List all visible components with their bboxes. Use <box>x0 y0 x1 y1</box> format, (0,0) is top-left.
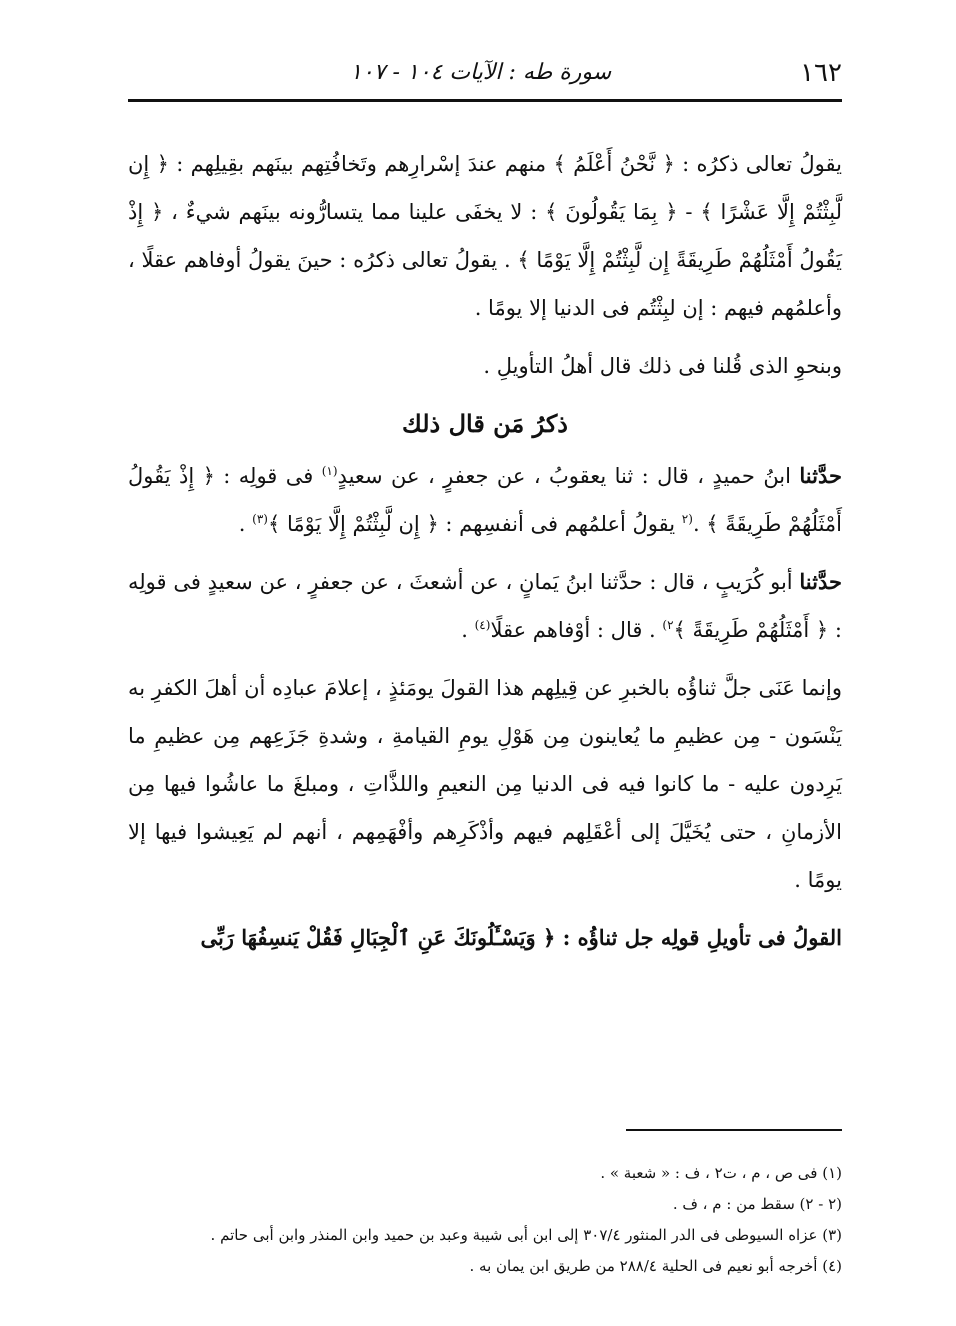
footnote-ref: (٢ <box>681 512 693 526</box>
paragraph-closing-heading: القولُ فى تأويلِ قولِه جل ثناؤُه : ﴿ وَيَسْـَٔلُونَكَ عَنِ ٱلْجِبَالِ فَقُلْ يَنسِفُهَا رَبِّى <box>200 925 842 950</box>
page-number: ١٦٢ <box>800 58 842 88</box>
footnote-1: (١) فى ص ، م ، ت٢ ، ف : « شعبة » . <box>600 1164 842 1182</box>
footnotes <box>128 1158 842 1282</box>
footnote-ref: (١) <box>321 464 338 478</box>
narration-lead: حدَّثنا <box>799 463 842 488</box>
narration-2 <box>128 558 842 654</box>
footnote-ref: (٣) <box>252 512 268 526</box>
narration-lead: حدَّثنا <box>799 569 842 594</box>
main-text <box>128 140 842 962</box>
narration-text: . قال : أوْفاهم عقلًا <box>490 618 663 642</box>
footnote-ref: (٤) <box>474 618 491 632</box>
paragraph-interpreters-note: وبنحوِ الذى قُلنا فى ذلك قال أهلُ التأويلِ . <box>483 354 842 378</box>
section-heading: ذكرُ مَن قال ذلك <box>402 409 568 438</box>
book-page <box>128 44 842 1284</box>
narration-text: يقولُ أعلمُهم فى أنفسِهم : ﴿ إِن لَّبِثْتُمْ إِلَّا يَوْمًا ﴾ <box>267 512 682 536</box>
footnote-4: (٤) أخرجه أبو نعيم فى الحلية ٢٨٨/٤ من طريق ابن يمان به . <box>469 1257 842 1275</box>
narration-1 <box>128 452 842 548</box>
narration-text: . <box>238 512 253 536</box>
paragraph-commentary-intro: يقولُ تعالى ذكرُه : ﴿ نَّحْنُ أَعْلَمُ ﴾ منهم عندَ إسْرارِهم وتَخافُتِهم بينَهم بقِيلِهم : ﴿ إِن لَّبِثْتُمْ إِلَّا عَشْرًا ﴾ - ﴿ بِمَا يَقُولُونَ ﴾ : لا يخفَى علينا مما يتسارُّونه بينَهم شيءٌ ، ﴿ إِذْ يَقُولُ أَمْثَلُهُمْ طَرِيقَةً إِن لَّبِثْتُمْ إِلَّا يَوْمًا ﴾ . يقولُ تعالى ذكرُه : حينَ يقولُ أوفاهم عقلًا ، وأعلمُهم فيهم : إن لبِثْتُم فى الدنيا إلا يومًا . <box>128 152 842 320</box>
footnote-2: (٢ - ٢) سقط من : م ، ف . <box>672 1195 842 1213</box>
page-header <box>128 54 842 94</box>
narration-text: . <box>461 618 475 642</box>
paragraph-commentary: وإنما عَنَى جلَّ ثناؤُه بالخبرِ عن قِيلِهم هذا القولَ يومَئذٍ ، إعلامَ عبادِه أن أهلَ الكفرِ به يَنْسَون - مِن عظيمِ ما يُعاينون مِن هَوْلِ يومِ القيامةِ ، وشدةِ جَزَعِهم مِن عظيمِ ما يَرِدون عليه - ما كانوا فيه فى الدنيا مِن النعيمِ واللذَّاتِ ، ومبلغَ ما عاشُوا فيها مِن الأزمانِ ، حتى يُخَيَّلَ إلى أعْقَلِهم فيهم وأذْكَرِهم وأفْهَمِهم ، أنهم لم يَعِيشوا فيها إلا يومًا . <box>128 676 842 892</box>
footnote-ref: ٢) <box>662 618 674 632</box>
running-title: سورة طه : الآيات ١٠٤ - ١٠٧ <box>350 60 612 85</box>
narration-text: أبو كُرَيبٍ ، قال : حدَّثنا ابنُ يَمانٍ ، عن أشعثَ ، عن جعفرٍ ، عن سعيدٍ فى قولِه : ﴿ أَمْثَلُهُمْ طَرِيقَةً ﴾ <box>128 570 842 642</box>
footnote-divider <box>626 1129 842 1131</box>
narration-text: فى قولِه : ﴿ إِذْ يَقُولُ أَمْثَلُهُمْ طَرِيقَةً ﴾ . <box>128 464 842 536</box>
header-rule <box>128 99 842 102</box>
footnote-3: (٣) عزاه السيوطى فى الدر المنثور ٣٠٧/٤ إلى ابن أبى شيبة وعبد بن حميد وابن المنذر وابن أبى حاتم . <box>210 1226 842 1244</box>
narration-text: ابنُ حميدٍ ، قال : ثنا يعقوبُ ، عن جعفرٍ ، عن سعيدٍ <box>337 464 800 488</box>
